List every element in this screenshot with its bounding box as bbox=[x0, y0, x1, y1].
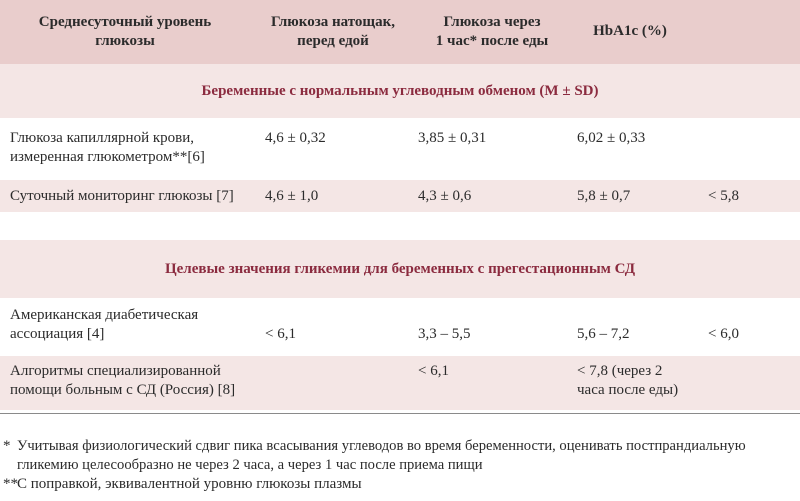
row-label-ada bbox=[10, 306, 198, 344]
header-col3-line1: Глюкоза через bbox=[443, 14, 541, 30]
cell-after-meal: 3,3 – 5,5 bbox=[418, 326, 471, 342]
row-label-line: Американская диабетическая bbox=[10, 307, 199, 323]
section-title-normal: Беременные с нормальным углеводным обменом (M ± SD) bbox=[201, 83, 599, 99]
row-label-line: измеренная глюкометром**[6] bbox=[10, 149, 205, 165]
header-col-fasting bbox=[258, 13, 408, 51]
row-label-russia bbox=[10, 362, 235, 400]
header-col-daily-glucose bbox=[20, 13, 230, 51]
cell-after-meal: 3,85 ± 0,31 bbox=[418, 130, 487, 146]
row-label-line: помощи больным с СД (Россия) [8] bbox=[10, 382, 236, 398]
header-col1-line2: глюкозы bbox=[95, 33, 155, 49]
footnote-mark-2: ** bbox=[3, 476, 18, 492]
cell-mean: 6,02 ± 0,33 bbox=[577, 130, 646, 146]
row-label-capillary bbox=[10, 129, 205, 167]
footnote-line: гликемию целесообразно не через 2 часа, а через 1 час после приема пищи bbox=[17, 457, 483, 473]
cell-fasting: 4,6 ± 0,32 bbox=[265, 130, 326, 146]
cell-after-meal: 4,3 ± 0,6 bbox=[418, 188, 472, 204]
header-col3-line2: 1 час* после еды bbox=[435, 33, 549, 49]
cell-mean: 5,8 ± 0,7 bbox=[577, 188, 631, 204]
cell-hba1c: < 5,8 bbox=[708, 188, 739, 204]
footnote-1 bbox=[17, 437, 746, 475]
header-col2-line2: перед едой bbox=[297, 33, 369, 49]
header-col-hba1c: HbA1c (%) bbox=[593, 23, 667, 39]
header-col2-line1: Глюкоза натощак, bbox=[271, 14, 395, 30]
section-title-target: Целевые значения гликемии для беременных с прегестационным СД bbox=[164, 261, 636, 277]
cell-mean-line: часа после еды) bbox=[577, 382, 679, 398]
footnote-line: Учитывая физиологический сдвиг пика всасывания углеводов во время беременности, оценивать постпрандиальную bbox=[17, 438, 746, 454]
header-col-after-meal bbox=[417, 13, 567, 51]
cell-fasting: < 6,1 bbox=[265, 326, 296, 342]
table-bottom-rule bbox=[0, 413, 800, 414]
cell-fasting: 4,6 ± 1,0 bbox=[265, 188, 319, 204]
row-label-line: ассоциация [4] bbox=[10, 326, 105, 342]
cell-mean: 5,6 – 7,2 bbox=[577, 326, 630, 342]
cell-mean-line: < 7,8 (через 2 bbox=[577, 363, 663, 379]
footnote-2: С поправкой, эквивалентной уровню глюкозы плазмы bbox=[17, 476, 362, 492]
row-label-cgm: Суточный мониторинг глюкозы [7] bbox=[10, 188, 234, 204]
footnote-mark-1: * bbox=[3, 438, 11, 454]
header-col1-line1: Среднесуточный уровень bbox=[38, 14, 212, 30]
cell-after-meal: < 6,1 bbox=[418, 363, 449, 379]
cell-hba1c: < 6,0 bbox=[708, 326, 739, 342]
row-label-line: Глюкоза капиллярной крови, bbox=[10, 130, 194, 146]
cell-mean bbox=[577, 362, 678, 400]
row-label-line: Алгоритмы специализированной bbox=[10, 363, 221, 379]
